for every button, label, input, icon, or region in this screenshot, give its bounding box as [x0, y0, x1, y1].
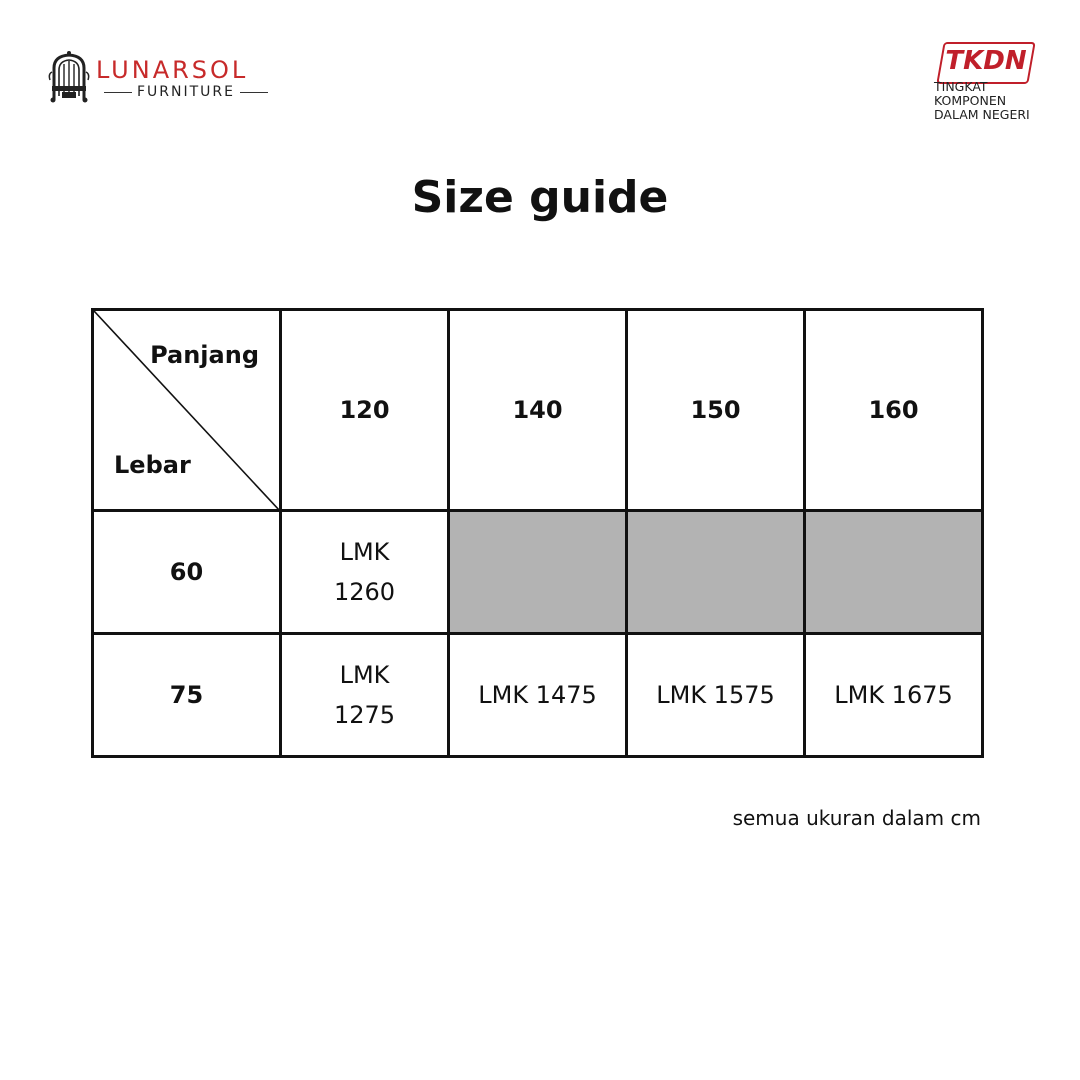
divider [104, 92, 132, 93]
table-cell [449, 634, 627, 757]
table-cell [281, 511, 449, 634]
tkdn-caption-line: KOMPONEN [934, 93, 1007, 108]
tkdn-caption-line: DALAM NEGERI [934, 107, 1030, 122]
table-cell [627, 634, 805, 757]
length-axis-label: Panjang [150, 341, 259, 369]
product-code: LMK 1575 [656, 681, 775, 709]
width-axis-label: Lebar [114, 451, 191, 479]
table-row [93, 634, 983, 757]
size-guide-table [91, 308, 984, 758]
product-code: LMK 1275 [333, 661, 396, 729]
column-header: 140 [449, 310, 627, 511]
tkdn-badge-text: TKDN [945, 46, 1027, 76]
table-cell-unavailable [449, 511, 627, 634]
table-row [93, 511, 983, 634]
page-title: Size guide [411, 172, 669, 223]
product-code: LMK 1475 [478, 681, 597, 709]
table-cell-unavailable [627, 511, 805, 634]
product-code: LMK 1260 [333, 538, 396, 606]
brand-subtitle: FURNITURE [137, 84, 236, 100]
product-code: LMK 1675 [834, 681, 953, 709]
row-header: 60 [93, 511, 281, 634]
brand-name: LUNARSOL [96, 56, 249, 84]
divider [240, 92, 268, 93]
corner-cell [93, 310, 281, 511]
row-header: 75 [93, 634, 281, 757]
column-header: 150 [627, 310, 805, 511]
column-header: 120 [281, 310, 449, 511]
tkdn-caption-line: TINGKAT [934, 79, 988, 94]
tkdn-logo [932, 40, 1042, 126]
table-cell [805, 634, 983, 757]
brand-subtitle-row [104, 84, 268, 100]
table-cell-unavailable [805, 511, 983, 634]
table-cell [281, 634, 449, 757]
unit-footnote: semua ukuran dalam cm [732, 806, 981, 830]
brand-logo [48, 50, 278, 106]
ornate-chair-icon [48, 50, 90, 104]
table-header-row [93, 310, 983, 511]
column-header: 160 [805, 310, 983, 511]
tkdn-caption [934, 80, 1044, 122]
